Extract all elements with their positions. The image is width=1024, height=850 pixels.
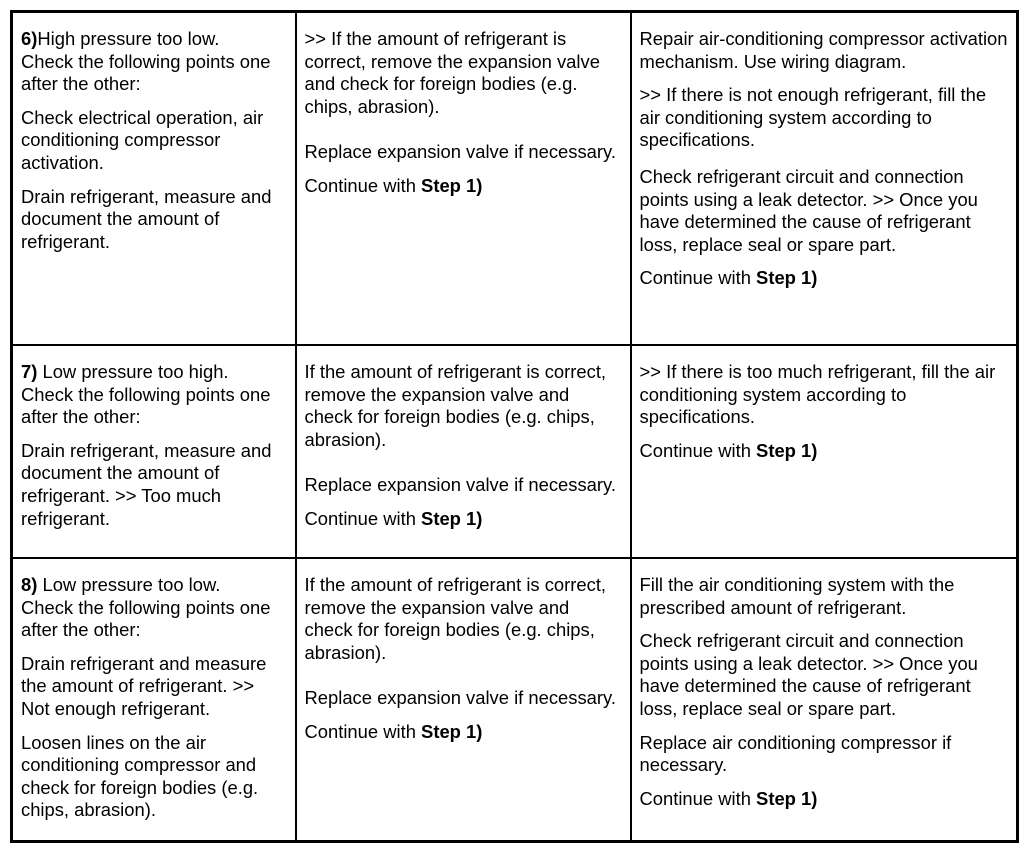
cause-heading [21, 361, 287, 429]
continue-text: Continue with [639, 787, 757, 809]
cause-step: Check electrical operation, air conditioning compressor activation. [21, 106, 264, 173]
check-paragraph: >> If the amount of refrigerant is correct, remove the expansion valve and check for foreign bodies (e.g. chips, abrasion). [304, 28, 600, 117]
cause-title: Low pressure too high. [37, 361, 229, 382]
cause-title: Low pressure too low. [37, 574, 221, 595]
check-cell [296, 345, 631, 558]
cause-step: Loosen lines on the air conditioning compressor and check for foreign bodies (e.g. chips, abrasion). [21, 731, 259, 821]
continue-line [640, 267, 1009, 290]
continue-step-link: Step 1) [421, 720, 483, 742]
troubleshooting-table [10, 10, 1019, 843]
continue-text: Continue with [639, 439, 757, 461]
cause-lead: Check the following points one after the other: [21, 596, 271, 641]
cause-heading [21, 28, 287, 96]
cause-lead: Check the following points one after the other: [21, 50, 271, 95]
continue-line [305, 508, 622, 531]
continue-step-link: Step 1) [421, 507, 483, 529]
check-paragraph: If the amount of refrigerant is correct, remove the expansion valve and check for foreign bodies (e.g. chips, abrasion). [304, 574, 607, 663]
cause-number: 7) [21, 361, 38, 382]
check-cell [296, 558, 631, 842]
table-row [12, 558, 1018, 842]
remedy-cell [631, 345, 1018, 558]
continue-line [640, 440, 1009, 463]
continue-text: Continue with [639, 267, 757, 289]
remedy-paragraph: Check refrigerant circuit and connection points using a leak detector. >> Once you have determined the cause of refrigerant loss, replace seal or spare part. [639, 630, 978, 719]
continue-step-link: Step 1) [756, 267, 818, 289]
continue-line [640, 788, 1009, 811]
table-row [12, 12, 1018, 346]
check-paragraph: If the amount of refrigerant is correct, remove the expansion valve and check for foreign bodies (e.g. chips, abrasion). [304, 361, 607, 450]
remedy-paragraph: Repair air-conditioning compressor activation mechanism. Use wiring diagram. [639, 28, 1008, 72]
continue-text: Continue with [304, 720, 422, 742]
continue-text: Continue with [304, 174, 422, 196]
cause-lead: Check the following points one after the other: [21, 383, 271, 428]
continue-text: Continue with [304, 507, 422, 529]
cause-number: 6) [21, 28, 38, 49]
continue-step-link: Step 1) [421, 174, 483, 196]
check-paragraph: Replace expansion valve if necessary. [304, 141, 616, 163]
check-paragraph: Replace expansion valve if necessary. [304, 687, 616, 709]
check-paragraph: Replace expansion valve if necessary. [304, 474, 616, 496]
remedy-cell [631, 12, 1018, 346]
cause-step: Drain refrigerant, measure and document the amount of refrigerant. >> Too much refrigerant. [21, 439, 272, 529]
cause-cell [12, 345, 296, 558]
cause-cell [12, 12, 296, 346]
continue-line [305, 721, 622, 744]
remedy-paragraph: >> If there is too much refrigerant, fill the air conditioning system according to specifications. [639, 361, 996, 428]
remedy-paragraph: Replace air conditioning compressor if necessary. [639, 731, 952, 776]
continue-line [305, 175, 622, 198]
remedy-cell [631, 558, 1018, 842]
continue-step-link: Step 1) [756, 787, 818, 809]
cause-heading [21, 574, 287, 642]
cause-step: Drain refrigerant and measure the amount of refrigerant. >> Not enough refrigerant. [21, 652, 267, 719]
table-row [12, 345, 1018, 558]
cause-step: Drain refrigerant, measure and document the amount of refrigerant. [21, 185, 272, 252]
check-cell [296, 12, 631, 346]
continue-step-link: Step 1) [756, 439, 818, 461]
cause-cell [12, 558, 296, 842]
cause-title: High pressure too low. [37, 28, 220, 49]
remedy-paragraph: >> If there is not enough refrigerant, fill the air conditioning system according to specifications. [639, 84, 987, 151]
cause-number: 8) [21, 574, 38, 595]
remedy-paragraph: Fill the air conditioning system with the prescribed amount of refrigerant. [639, 574, 955, 618]
remedy-paragraph: Check refrigerant circuit and connection points using a leak detector. >> Once you have determined the cause of refrigerant loss, replace seal or spare part. [639, 165, 978, 255]
